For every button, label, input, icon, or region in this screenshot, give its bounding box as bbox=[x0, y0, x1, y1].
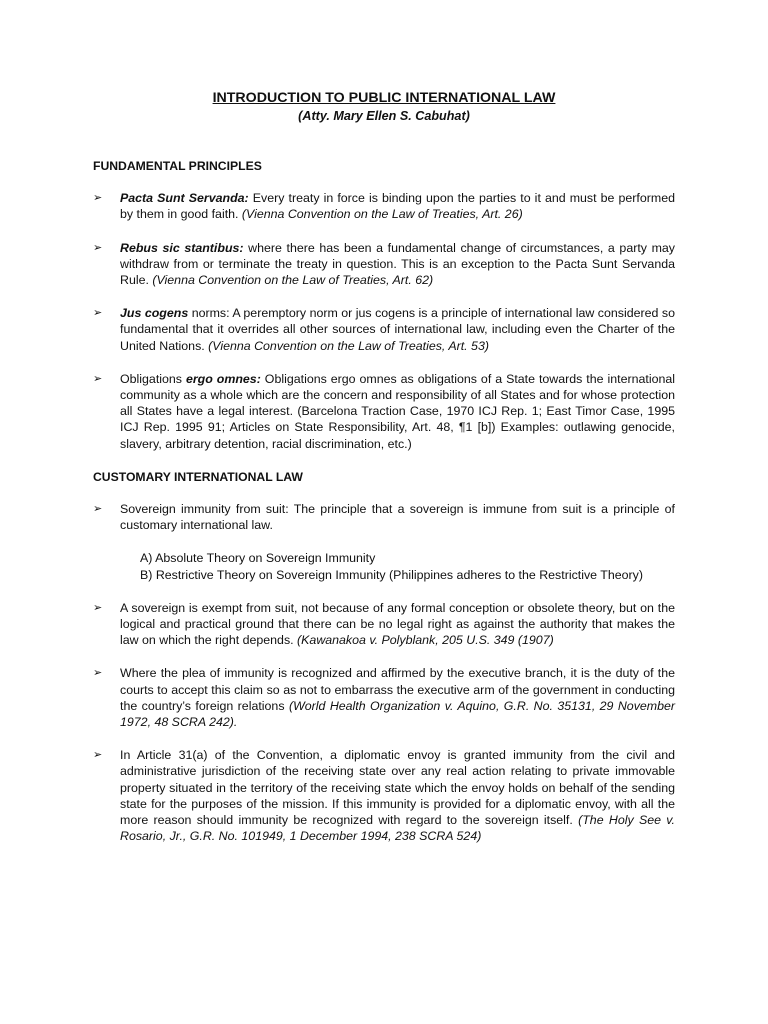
citation: (Vienna Convention on the Law of Treaties, Art. 26) bbox=[241, 207, 523, 222]
document-title: INTRODUCTION TO PUBLIC INTERNATIONAL LAW bbox=[212, 90, 556, 106]
term-label: Jus cogens bbox=[120, 306, 189, 321]
item-text: Where the plea of immunity is recognized and affirmed by the executive branch, it is the duty of the courts to accept this claim so as not to embarrass the executive arm of the government in conducting the country’s foreign relations bbox=[120, 666, 675, 713]
item-text: Every treaty in force is binding upon the parties to it and must be performed by them in good faith. bbox=[120, 191, 675, 222]
list-item bbox=[93, 305, 675, 354]
term-label: Rebus sic stantibus: bbox=[120, 240, 244, 255]
item-pre-text: Obligations bbox=[120, 371, 186, 386]
theory-list bbox=[140, 550, 675, 582]
list-item bbox=[93, 747, 675, 844]
citation: (Vienna Convention on the Law of Treaties, Art. 62) bbox=[152, 273, 434, 288]
section-heading-customary-international-law: CUSTOMARY INTERNATIONAL LAW bbox=[93, 469, 303, 484]
term-label: ergo omnes: bbox=[185, 371, 261, 386]
list-item bbox=[93, 240, 675, 289]
citation: (World Health Organization v. Aquino, G.R. No. 35131, 29 November 1972, 48 SCRA 242). bbox=[120, 698, 676, 730]
list-item bbox=[93, 371, 675, 452]
theory-item-absolute: A) Absolute Theory on Sovereign Immunity bbox=[140, 551, 376, 566]
arrow-bullet-icon: ➢ bbox=[93, 667, 103, 680]
citation: (The Holy See v. Rosario, Jr., G.R. No. 101949, 1 December 1994, 238 SCRA 524) bbox=[120, 813, 675, 844]
arrow-bullet-icon: ➢ bbox=[93, 241, 103, 254]
list-item bbox=[93, 600, 675, 649]
arrow-bullet-icon: ➢ bbox=[93, 192, 103, 205]
list-item bbox=[93, 190, 675, 222]
item-text: Sovereign immunity from suit: The principle that a sovereign is immune from suit is a principle of customary international law. bbox=[120, 502, 675, 533]
citation: (Vienna Convention on the Law of Treaties, Art. 53) bbox=[208, 338, 489, 353]
item-text: where there has been a fundamental change of circumstances, a party may withdraw from or terminate the treaty in question. This is an exception to the Pacta Sunt Servanda Rule. bbox=[120, 240, 675, 288]
item-text: norms: A peremptory norm or jus cogens is a principle of international law considered so fundamental that it overrides all other sources of international law, including even the Charter of the United Nations. bbox=[120, 306, 675, 353]
term-label: Pacta Sunt Servanda: bbox=[120, 191, 249, 206]
arrow-bullet-icon: ➢ bbox=[93, 372, 103, 385]
document-page bbox=[93, 88, 675, 862]
theory-item-restrictive: B) Restrictive Theory on Sovereign Immunity (Philippines adheres to the Restrictive Theory) bbox=[140, 567, 643, 582]
arrow-bullet-icon: ➢ bbox=[93, 601, 103, 614]
arrow-bullet-icon: ➢ bbox=[93, 749, 103, 762]
section-heading-fundamental-principles: FUNDAMENTAL PRINCIPLES bbox=[93, 159, 262, 173]
item-text: In Article 31(a) of the Convention, a diplomatic envoy is granted immunity from the civil and administrative jurisdiction of the receiving state over any real action relating to private immovable property situated in the territory of the receiving state which the envoy holds on behalf of the sending state for the purposes of the mission. If this immunity is provided for a diplomatic envoy, with all the more reason should immunity be recognized with regard to the sovereign itself. bbox=[120, 748, 675, 828]
list-item bbox=[93, 665, 675, 730]
item-text: Obligations ergo omnes as obligations of a State towards the international community as a whole which are the concern and responsibility of all States and for whose protection all States have a legal interest. (Barcelona Traction Case, 1970 ICJ Rep. 1; East Timor Case, 1995 ICJ Rep. 1995 91; Articles on State Responsibility, Art. 48, ¶1 [b]) Examples: outlawing genocide, slavery, arbitrary detention, racial discrimination, etc.) bbox=[120, 371, 676, 451]
arrow-bullet-icon: ➢ bbox=[93, 503, 103, 516]
item-text: A sovereign is exempt from suit, not because of any formal conception or obsolete theory, but on the logical and practical ground that there can be no legal right as against the authority that makes the law on which the right depends. bbox=[120, 600, 675, 648]
citation: (Kawanakoa v. Polyblank, 205 U.S. 349 (1907) bbox=[297, 633, 554, 648]
arrow-bullet-icon: ➢ bbox=[93, 307, 103, 320]
list-item bbox=[93, 501, 675, 533]
document-author: (Atty. Mary Ellen S. Cabuhat) bbox=[298, 109, 470, 123]
